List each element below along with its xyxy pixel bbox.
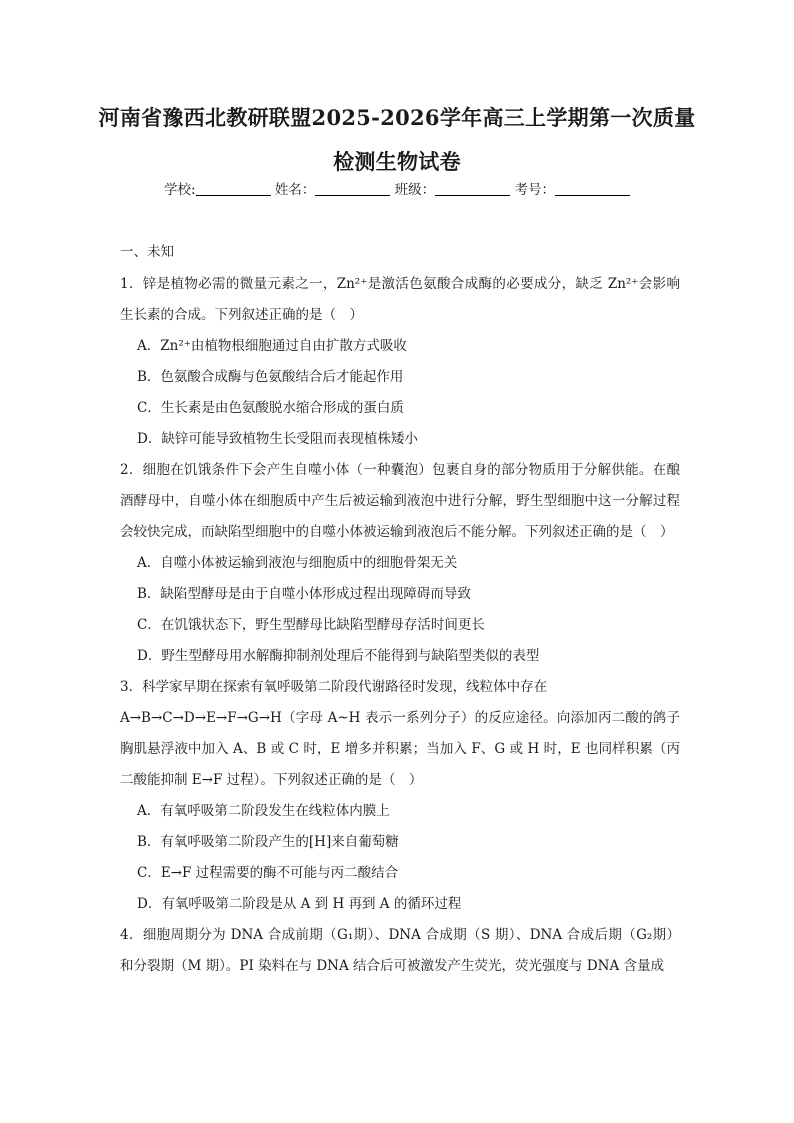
name-blank [315,181,390,196]
question-stem: 1．锌是植物必需的微量元素之一，Zn²⁺是激活色氨酸合成酶的必要成分，缺乏 Zn²⁺会影响生长素的合成。下列叙述正确的是（ ） [120,276,680,323]
school-blank [196,181,271,196]
class-blank [435,181,510,196]
option-b: B．有氧呼吸第二阶段产生的[H]来自葡萄糖 [137,834,399,850]
option-d: D．野生型酵母用水解酶抑制剂处理后不能得到与缺陷型类似的表型 [137,648,540,664]
question-list [120,238,680,982]
exam-number-blank [555,181,630,196]
option-c: C．E→F 过程需要的酶不可能与丙二酸结合 [137,865,399,881]
option-a: A．有氧呼吸第二阶段发生在线粒体内膜上 [137,803,390,819]
option-b: B．色氨酸合成酶与色氨酸结合后才能起作用 [137,369,404,385]
question-stem: 2．细胞在饥饿条件下会产生自噬小体（一种囊泡）包裹自身的部分物质用于分解供能。在酿酒酵母中，自噬小体在细胞质中产生后被运输到液泡中进行分解，野生型细胞中这一分解过程会较快完成，而缺陷型细胞中的自噬小体被运输到液泡后不能分解。下列叙述正确的是（ ） [120,462,680,540]
question-2 [120,455,680,672]
question-stem-line1: 3．科学家早期在探索有氧呼吸第二阶段代谢路径时发现，线粒体中存在 [120,679,548,695]
section-heading: 一、未知 [120,244,174,260]
option-d: D．缺锌可能导致植物生长受阻而表现植株矮小 [137,431,418,447]
question-stem: 4．细胞周期分为 DNA 合成前期（G₁期）、DNA 合成期（S 期）、DNA 合成后期（G₂期）和分裂期（M 期）。PI 染料在与 DNA 结合后可被激发产生荧光，荧光强度与 DNA 含量成 [120,927,680,974]
option-a: A．自噬小体被运输到液泡与细胞质中的细胞骨架无关 [137,555,458,571]
exam-title-line1: 河南省豫西北教研联盟2025-2026学年高三上学期第一次质量 [98,105,696,130]
name-label: 姓名： [274,182,316,198]
exam-title-line2: 检测生物试卷 [333,149,461,174]
student-info-row [0,178,794,198]
question-4 [120,920,680,982]
option-d: D．有氧呼吸第二阶段是从 A 到 H 再到 A 的循环过程 [137,896,462,912]
exam-number-label: 考号： [514,182,555,198]
option-c: C．生长素是由色氨酸脱水缩合形成的蛋白质 [137,400,404,416]
class-label: 班级： [394,182,436,198]
school-label: 学校: [164,182,196,198]
option-c: C．在饥饿状态下，野生型酵母比缺陷型酵母存活时间更长 [137,617,485,633]
option-a: A．Zn²⁺由植物根细胞通过自由扩散方式吸收 [137,338,407,354]
question-3 [120,672,680,920]
question-1 [120,269,680,455]
question-stem-rest: A→B→C→D→E→F→G→H（字母 A~H 表示一系列分子）的反应途径。向添加丙二酸的鸽子胸肌悬浮液中加入 A、B 或 C 时，E 增多并积累；当加入 F、G 或 H 时，E 也同样积累（丙二酸能抑制 E→F 过程）。下列叙述正确的是（ ） [120,710,680,788]
option-b: B．缺陷型酵母是由于自噬小体形成过程出现障碍而导致 [137,586,471,602]
